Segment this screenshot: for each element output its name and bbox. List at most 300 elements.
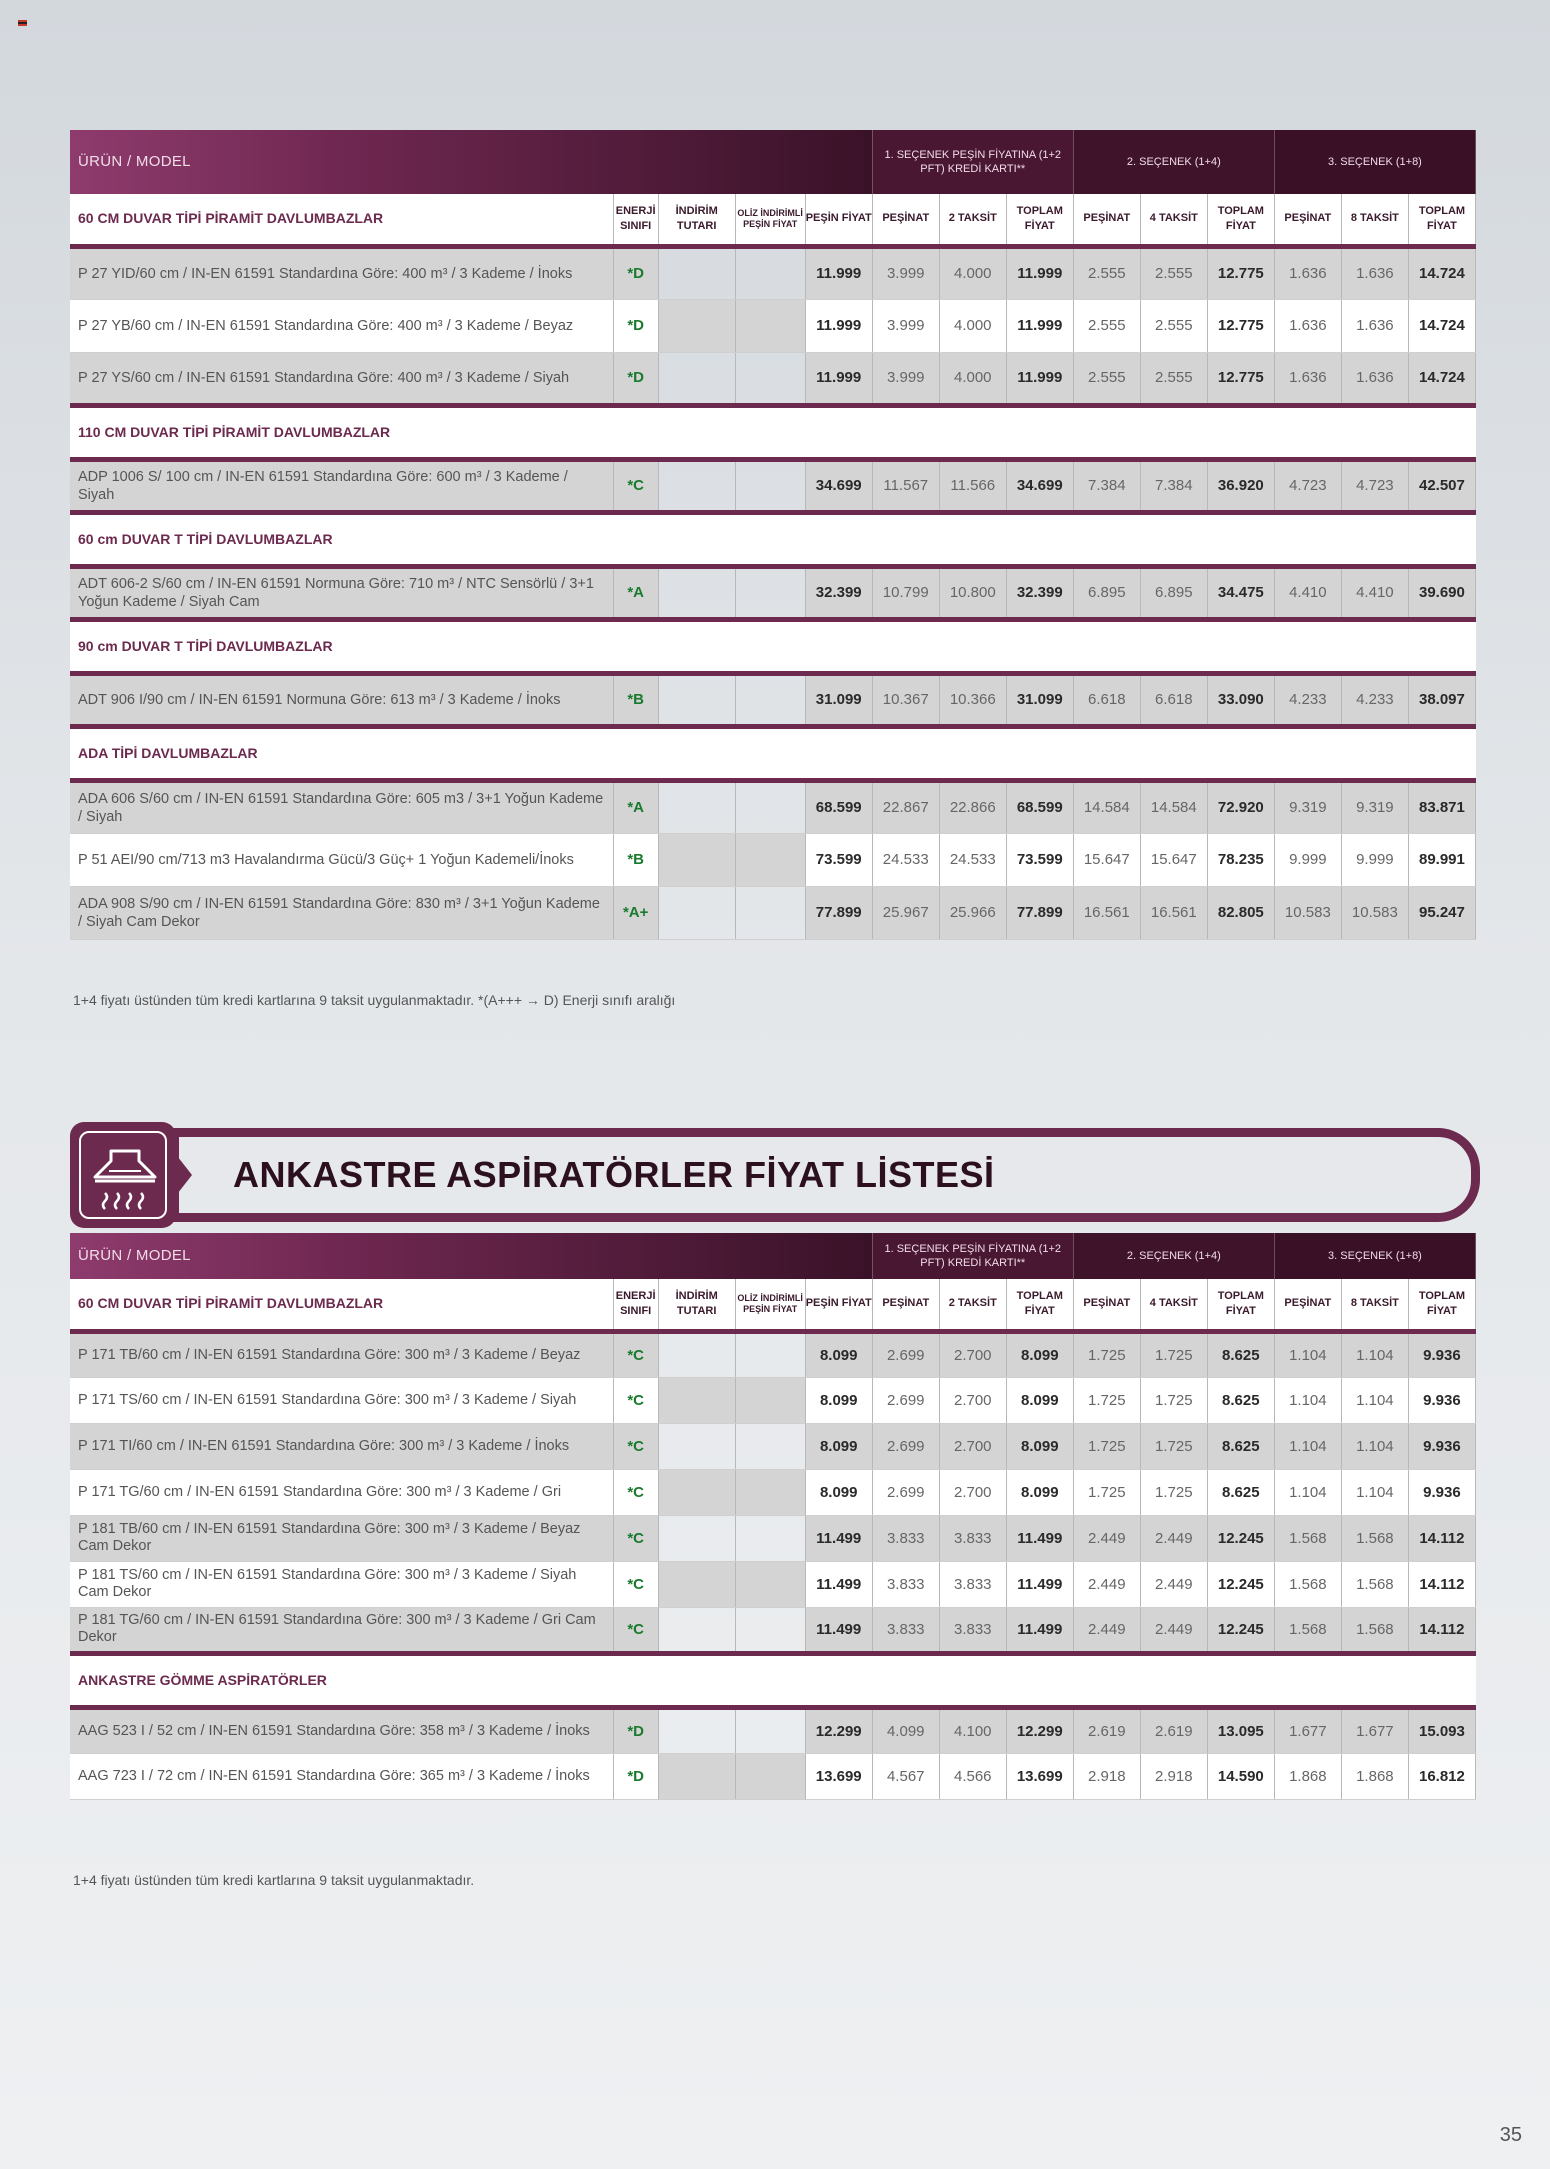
- table-row: [70, 1561, 1476, 1607]
- price-cell: 33.090: [1207, 673, 1274, 726]
- price-cell: 11.567: [872, 459, 939, 512]
- price-cell: 11.999: [805, 352, 872, 405]
- category-title: ANKASTRE GÖMME ASPİRATÖRLER: [70, 1653, 1476, 1707]
- table-row: [70, 833, 1476, 886]
- price-cell: 6.895: [1073, 566, 1140, 619]
- price-cell: 12.775: [1207, 246, 1274, 299]
- price-cell: 39.690: [1408, 566, 1475, 619]
- product-model-header: ÜRÜN / MODEL: [70, 1233, 872, 1279]
- price-cell: 16.561: [1073, 886, 1140, 939]
- price-cell: 2.555: [1140, 299, 1207, 352]
- product-name: P 51 AEI/90 cm/713 m3 Havalandırma Gücü/3 Güç+ 1 Yoğun Kademeli/İnoks: [70, 833, 613, 886]
- price-cell: 2.449: [1073, 1515, 1140, 1561]
- discount-cell: [658, 352, 735, 405]
- col-discount: İNDİRİM TUTARI: [658, 1279, 735, 1331]
- discount-cell: [658, 1469, 735, 1515]
- price-cell: 9.936: [1408, 1423, 1475, 1469]
- price-cell: 73.599: [805, 833, 872, 886]
- price-cell: 1.677: [1341, 1707, 1408, 1753]
- category-row: [70, 726, 1476, 780]
- price-cell: 1.104: [1274, 1469, 1341, 1515]
- price-cell: 1.725: [1140, 1469, 1207, 1515]
- price-cell: 4.000: [939, 352, 1006, 405]
- price-cell: 3.833: [939, 1607, 1006, 1653]
- price-cell: 1.636: [1274, 352, 1341, 405]
- option1-header: 1. SEÇENEK PEŞİN FİYATINA (1+2 PFT) KREDİ KARTI**: [872, 1233, 1073, 1279]
- price-cell: 14.112: [1408, 1561, 1475, 1607]
- product-name: P 27 YB/60 cm / IN-EN 61591 Standardına Göre: 400 m³ / 3 Kademe / Beyaz: [70, 299, 613, 352]
- price-cell: 12.299: [1006, 1707, 1073, 1753]
- oliz-price-cell: [735, 1515, 805, 1561]
- price-cell: 11.999: [1006, 299, 1073, 352]
- energy-class: *A+: [613, 886, 658, 939]
- price-cell: 1.725: [1140, 1331, 1207, 1377]
- price-cell: 1.868: [1274, 1753, 1341, 1799]
- option3-header: 3. SEÇENEK (1+8): [1274, 130, 1475, 194]
- table-row: [70, 1331, 1476, 1377]
- price-cell: 1.568: [1274, 1515, 1341, 1561]
- option1-header: 1. SEÇENEK PEŞİN FİYATINA (1+2 PFT) KREDİ KARTI**: [872, 130, 1073, 194]
- product-name: P 181 TG/60 cm / IN-EN 61591 Standardına Göre: 300 m³ / 3 Kademe / Gri Cam Dekor: [70, 1607, 613, 1653]
- footnote: 1+4 fiyatı üstünden tüm kredi kartlarına 9 taksit uygulanmaktadır. *(A+++ → D) Enerji sınıfı aralığı: [73, 992, 676, 1008]
- price-cell: 2.700: [939, 1331, 1006, 1377]
- col-2-installments: 2 TAKSİT: [939, 1279, 1006, 1331]
- footnote: 1+4 fiyatı üstünden tüm kredi kartlarına 9 taksit uygulanmaktadır.: [73, 1872, 475, 1888]
- col-total: TOPLAM FİYAT: [1408, 1279, 1475, 1331]
- price-cell: 1.104: [1274, 1377, 1341, 1423]
- category-row: [70, 1653, 1476, 1707]
- price-cell: 15.647: [1140, 833, 1207, 886]
- energy-class: *C: [613, 1469, 658, 1515]
- price-cell: 8.625: [1207, 1331, 1274, 1377]
- discount-cell: [658, 246, 735, 299]
- oliz-price-cell: [735, 352, 805, 405]
- price-cell: 2.699: [872, 1469, 939, 1515]
- product-name: P 171 TB/60 cm / IN-EN 61591 Standardına Göre: 300 m³ / 3 Kademe / Beyaz: [70, 1331, 613, 1377]
- price-cell: 4.723: [1274, 459, 1341, 512]
- col-total: TOPLAM FİYAT: [1408, 194, 1475, 246]
- discount-cell: [658, 299, 735, 352]
- price-cell: 14.724: [1408, 352, 1475, 405]
- price-cell: 1.725: [1073, 1331, 1140, 1377]
- price-cell: 36.920: [1207, 459, 1274, 512]
- table-row: [70, 780, 1476, 833]
- product-name: P 181 TS/60 cm / IN-EN 61591 Standardına Göre: 300 m³ / 3 Kademe / Siyah Cam Dekor: [70, 1561, 613, 1607]
- energy-class: *D: [613, 1753, 658, 1799]
- price-cell: 34.699: [805, 459, 872, 512]
- energy-class: *C: [613, 1377, 658, 1423]
- product-name: AAG 523 I / 52 cm / IN-EN 61591 Standardına Göre: 358 m³ / 3 Kademe / İnoks: [70, 1707, 613, 1753]
- price-cell: 1.568: [1341, 1561, 1408, 1607]
- energy-class: *A: [613, 566, 658, 619]
- oliz-price-cell: [735, 1753, 805, 1799]
- oliz-price-cell: [735, 1423, 805, 1469]
- col-cash-price: PEŞİN FİYAT: [805, 194, 872, 246]
- price-cell: 78.235: [1207, 833, 1274, 886]
- price-cell: 95.247: [1408, 886, 1475, 939]
- col-total: TOPLAM FİYAT: [1006, 194, 1073, 246]
- price-cell: 2.700: [939, 1469, 1006, 1515]
- energy-class: *D: [613, 352, 658, 405]
- price-cell: 1.104: [1274, 1331, 1341, 1377]
- table-row: [70, 566, 1476, 619]
- energy-class: *C: [613, 1423, 658, 1469]
- price-cell: 82.805: [1207, 886, 1274, 939]
- price-cell: 4.723: [1341, 459, 1408, 512]
- table-row: [70, 886, 1476, 939]
- price-cell: 14.584: [1140, 780, 1207, 833]
- product-name: ADT 606-2 S/60 cm / IN-EN 61591 Normuna Göre: 710 m³ / NTC Sensörlü / 3+1 Yoğun Kademe / Siyah Cam: [70, 566, 613, 619]
- price-cell: 14.584: [1073, 780, 1140, 833]
- col-oliz: OLİZ İNDİRİMLİ PEŞİN FİYAT: [735, 194, 805, 246]
- price-cell: 15.093: [1408, 1707, 1475, 1753]
- price-cell: 10.583: [1341, 886, 1408, 939]
- price-cell: 3.999: [872, 299, 939, 352]
- price-cell: 1.725: [1140, 1377, 1207, 1423]
- product-name: P 171 TS/60 cm / IN-EN 61591 Standardına Göre: 300 m³ / 3 Kademe / Siyah: [70, 1377, 613, 1423]
- col-oliz: OLİZ İNDİRİMLİ PEŞİN FİYAT: [735, 1279, 805, 1331]
- price-cell: 2.555: [1140, 246, 1207, 299]
- price-cell: 13.699: [805, 1753, 872, 1799]
- discount-cell: [658, 1607, 735, 1653]
- price-cell: 4.100: [939, 1707, 1006, 1753]
- table-row: [70, 1515, 1476, 1561]
- price-cell: 8.099: [1006, 1377, 1073, 1423]
- price-cell: 13.095: [1207, 1707, 1274, 1753]
- price-cell: 34.699: [1006, 459, 1073, 512]
- table-row: [70, 1377, 1476, 1423]
- col-down-payment: PEŞİNAT: [1274, 1279, 1341, 1331]
- flag-icon: [18, 20, 27, 26]
- price-cell: 2.555: [1073, 246, 1140, 299]
- price-cell: 8.099: [1006, 1423, 1073, 1469]
- price-cell: 9.936: [1408, 1469, 1475, 1515]
- price-cell: 2.619: [1073, 1707, 1140, 1753]
- price-cell: 2.700: [939, 1377, 1006, 1423]
- price-cell: 3.833: [872, 1607, 939, 1653]
- price-cell: 12.299: [805, 1707, 872, 1753]
- price-cell: 7.384: [1073, 459, 1140, 512]
- price-cell: 32.399: [805, 566, 872, 619]
- price-cell: 4.233: [1274, 673, 1341, 726]
- price-cell: 1.104: [1341, 1331, 1408, 1377]
- price-cell: 8.625: [1207, 1377, 1274, 1423]
- discount-cell: [658, 833, 735, 886]
- price-cell: 1.568: [1274, 1607, 1341, 1653]
- product-name: ADA 606 S/60 cm / IN-EN 61591 Standardına Göre: 605 m3 / 3+1 Yoğun Kademe / Siyah: [70, 780, 613, 833]
- table-row: [70, 299, 1476, 352]
- oliz-price-cell: [735, 1707, 805, 1753]
- price-cell: 10.800: [939, 566, 1006, 619]
- price-cell: 11.499: [1006, 1607, 1073, 1653]
- price-cell: 73.599: [1006, 833, 1073, 886]
- price-cell: 77.899: [1006, 886, 1073, 939]
- oliz-price-cell: [735, 1331, 805, 1377]
- price-cell: 3.833: [872, 1515, 939, 1561]
- price-cell: 42.507: [1408, 459, 1475, 512]
- energy-class: *D: [613, 1707, 658, 1753]
- price-cell: 15.647: [1073, 833, 1140, 886]
- price-cell: 34.475: [1207, 566, 1274, 619]
- price-cell: 10.367: [872, 673, 939, 726]
- discount-cell: [658, 886, 735, 939]
- product-name: ADA 908 S/90 cm / IN-EN 61591 Standardına Göre: 830 m³ / 3+1 Yoğun Kademe / Siyah Cam Dekor: [70, 886, 613, 939]
- oliz-price-cell: [735, 299, 805, 352]
- price-cell: 25.967: [872, 886, 939, 939]
- table-row: [70, 352, 1476, 405]
- price-cell: 13.699: [1006, 1753, 1073, 1799]
- range-hood-icon: [70, 1122, 176, 1228]
- category-row: [70, 512, 1476, 566]
- price-cell: 3.833: [872, 1561, 939, 1607]
- energy-class: *C: [613, 1515, 658, 1561]
- section-banner: [70, 1122, 1482, 1228]
- price-cell: 68.599: [805, 780, 872, 833]
- table-row: [70, 1423, 1476, 1469]
- price-cell: 2.918: [1140, 1753, 1207, 1799]
- oliz-price-cell: [735, 1377, 805, 1423]
- price-cell: 4.410: [1341, 566, 1408, 619]
- product-name: ADP 1006 S/ 100 cm / IN-EN 61591 Standardına Göre: 600 m³ / 3 Kademe / Siyah: [70, 459, 613, 512]
- discount-cell: [658, 673, 735, 726]
- col-total: TOPLAM FİYAT: [1006, 1279, 1073, 1331]
- price-cell: 31.099: [805, 673, 872, 726]
- price-cell: 2.449: [1140, 1515, 1207, 1561]
- energy-class: *A: [613, 780, 658, 833]
- price-cell: 32.399: [1006, 566, 1073, 619]
- category-title: 90 cm DUVAR T TİPİ DAVLUMBAZLAR: [70, 619, 1476, 673]
- price-cell: 2.555: [1073, 299, 1140, 352]
- price-cell: 8.625: [1207, 1423, 1274, 1469]
- table-row: [70, 246, 1476, 299]
- price-cell: 8.625: [1207, 1469, 1274, 1515]
- price-cell: 9.999: [1274, 833, 1341, 886]
- price-cell: 16.561: [1140, 886, 1207, 939]
- price-cell: 4.000: [939, 246, 1006, 299]
- price-cell: 6.618: [1073, 673, 1140, 726]
- price-cell: 14.112: [1408, 1515, 1475, 1561]
- price-cell: 1.568: [1274, 1561, 1341, 1607]
- energy-class: *C: [613, 1607, 658, 1653]
- price-cell: 11.499: [1006, 1515, 1073, 1561]
- product-name: P 27 YS/60 cm / IN-EN 61591 Standardına Göre: 400 m³ / 3 Kademe / Siyah: [70, 352, 613, 405]
- category-title: 110 CM DUVAR TİPİ PİRAMİT DAVLUMBAZLAR: [70, 405, 1476, 459]
- col-cash-price: PEŞİN FİYAT: [805, 1279, 872, 1331]
- price-cell: 2.449: [1073, 1607, 1140, 1653]
- col-8-installments: 8 TAKSİT: [1341, 1279, 1408, 1331]
- product-name: P 171 TI/60 cm / IN-EN 61591 Standardına Göre: 300 m³ / 3 Kademe / İnoks: [70, 1423, 613, 1469]
- option3-header: 3. SEÇENEK (1+8): [1274, 1233, 1475, 1279]
- price-cell: 2.699: [872, 1423, 939, 1469]
- price-cell: 31.099: [1006, 673, 1073, 726]
- price-cell: 11.566: [939, 459, 1006, 512]
- discount-cell: [658, 780, 735, 833]
- price-cell: 2.699: [872, 1377, 939, 1423]
- price-cell: 1.568: [1341, 1515, 1408, 1561]
- price-cell: 1.725: [1073, 1469, 1140, 1515]
- price-cell: 1.568: [1341, 1607, 1408, 1653]
- price-cell: 9.936: [1408, 1377, 1475, 1423]
- oliz-price-cell: [735, 1607, 805, 1653]
- price-cell: 68.599: [1006, 780, 1073, 833]
- col-2-installments: 2 TAKSİT: [939, 194, 1006, 246]
- price-cell: 2.555: [1140, 352, 1207, 405]
- price-cell: 4.233: [1341, 673, 1408, 726]
- discount-cell: [658, 1515, 735, 1561]
- price-cell: 11.499: [805, 1515, 872, 1561]
- price-cell: 11.999: [805, 299, 872, 352]
- oliz-price-cell: [735, 886, 805, 939]
- price-cell: 3.833: [939, 1561, 1006, 1607]
- table-row: [70, 459, 1476, 512]
- price-cell: 1.636: [1341, 246, 1408, 299]
- price-cell: 25.966: [939, 886, 1006, 939]
- price-cell: 14.724: [1408, 299, 1475, 352]
- price-cell: 1.636: [1341, 299, 1408, 352]
- col-energy: ENERJİ SINIFI: [613, 194, 658, 246]
- discount-cell: [658, 1377, 735, 1423]
- price-cell: 12.245: [1207, 1607, 1274, 1653]
- price-cell: 10.583: [1274, 886, 1341, 939]
- col-total: TOPLAM FİYAT: [1207, 194, 1274, 246]
- price-cell: 12.775: [1207, 299, 1274, 352]
- price-cell: 1.636: [1341, 352, 1408, 405]
- price-cell: 4.099: [872, 1707, 939, 1753]
- category-header: 60 CM DUVAR TİPİ PİRAMİT DAVLUMBAZLAR: [70, 194, 613, 246]
- category-row: [70, 405, 1476, 459]
- price-cell: 8.099: [1006, 1331, 1073, 1377]
- oliz-price-cell: [735, 246, 805, 299]
- price-cell: 4.566: [939, 1753, 1006, 1799]
- col-down-payment: PEŞİNAT: [1274, 194, 1341, 246]
- col-total: TOPLAM FİYAT: [1207, 1279, 1274, 1331]
- oliz-price-cell: [735, 1561, 805, 1607]
- price-cell: 77.899: [805, 886, 872, 939]
- col-4-installments: 4 TAKSİT: [1140, 1279, 1207, 1331]
- price-cell: 22.867: [872, 780, 939, 833]
- energy-class: *B: [613, 833, 658, 886]
- category-header: 60 CM DUVAR TİPİ PİRAMİT DAVLUMBAZLAR: [70, 1279, 613, 1331]
- price-cell: 4.410: [1274, 566, 1341, 619]
- price-cell: 1.104: [1341, 1423, 1408, 1469]
- price-cell: 11.499: [805, 1607, 872, 1653]
- price-cell: 4.000: [939, 299, 1006, 352]
- price-cell: 3.833: [939, 1515, 1006, 1561]
- price-cell: 9.936: [1408, 1331, 1475, 1377]
- price-cell: 2.555: [1073, 352, 1140, 405]
- oliz-price-cell: [735, 780, 805, 833]
- table-row: [70, 1607, 1476, 1653]
- price-cell: 8.099: [805, 1423, 872, 1469]
- col-down-payment: PEŞİNAT: [872, 1279, 939, 1331]
- price-cell: 14.724: [1408, 246, 1475, 299]
- price-cell: 8.099: [805, 1377, 872, 1423]
- energy-class: *C: [613, 459, 658, 512]
- oliz-price-cell: [735, 566, 805, 619]
- page-number: 35: [1499, 2124, 1522, 2146]
- product-name: P 171 TG/60 cm / IN-EN 61591 Standardına Göre: 300 m³ / 3 Kademe / Gri: [70, 1469, 613, 1515]
- price-cell: 16.812: [1408, 1753, 1475, 1799]
- price-cell: 12.245: [1207, 1561, 1274, 1607]
- price-cell: 1.725: [1073, 1423, 1140, 1469]
- price-cell: 10.799: [872, 566, 939, 619]
- table-row: [70, 673, 1476, 726]
- table-row: [70, 1707, 1476, 1753]
- col-8-installments: 8 TAKSİT: [1341, 194, 1408, 246]
- product-name: ADT 906 I/90 cm / IN-EN 61591 Normuna Göre: 613 m³ / 3 Kademe / İnoks: [70, 673, 613, 726]
- discount-cell: [658, 1423, 735, 1469]
- price-cell: 1.677: [1274, 1707, 1341, 1753]
- price-table-ankastre: [70, 1233, 1476, 1800]
- energy-class: *D: [613, 299, 658, 352]
- option2-header: 2. SEÇENEK (1+4): [1073, 1233, 1274, 1279]
- price-cell: 1.725: [1073, 1377, 1140, 1423]
- product-name: P 27 YID/60 cm / IN-EN 61591 Standardına Göre: 400 m³ / 3 Kademe / İnoks: [70, 246, 613, 299]
- price-cell: 12.245: [1207, 1515, 1274, 1561]
- price-cell: 2.449: [1073, 1561, 1140, 1607]
- price-cell: 14.112: [1408, 1607, 1475, 1653]
- col-energy: ENERJİ SINIFI: [613, 1279, 658, 1331]
- price-cell: 1.636: [1274, 246, 1341, 299]
- col-discount: İNDİRİM TUTARI: [658, 194, 735, 246]
- discount-cell: [658, 566, 735, 619]
- price-cell: 83.871: [1408, 780, 1475, 833]
- energy-class: *B: [613, 673, 658, 726]
- price-cell: 1.104: [1274, 1423, 1341, 1469]
- price-cell: 3.999: [872, 246, 939, 299]
- price-cell: 14.590: [1207, 1753, 1274, 1799]
- product-name: P 181 TB/60 cm / IN-EN 61591 Standardına Göre: 300 m³ / 3 Kademe / Beyaz Cam Dekor: [70, 1515, 613, 1561]
- price-cell: 2.449: [1140, 1561, 1207, 1607]
- oliz-price-cell: [735, 459, 805, 512]
- price-cell: 9.319: [1274, 780, 1341, 833]
- price-cell: 22.866: [939, 780, 1006, 833]
- energy-class: *C: [613, 1561, 658, 1607]
- table-row: [70, 1469, 1476, 1515]
- price-cell: 8.099: [805, 1331, 872, 1377]
- category-row: [70, 619, 1476, 673]
- oliz-price-cell: [735, 673, 805, 726]
- price-cell: 1.725: [1140, 1423, 1207, 1469]
- oliz-price-cell: [735, 1469, 805, 1515]
- col-down-payment: PEŞİNAT: [1073, 194, 1140, 246]
- discount-cell: [658, 1707, 735, 1753]
- price-cell: 8.099: [805, 1469, 872, 1515]
- section-title: ANKASTRE ASPİRATÖRLER FİYAT LİSTESİ: [233, 1154, 995, 1195]
- price-cell: 7.384: [1140, 459, 1207, 512]
- table-row: [70, 1753, 1476, 1799]
- category-title: 60 cm DUVAR T TİPİ DAVLUMBAZLAR: [70, 512, 1476, 566]
- discount-cell: [658, 459, 735, 512]
- price-cell: 11.499: [805, 1561, 872, 1607]
- price-cell: 11.999: [805, 246, 872, 299]
- price-cell: 11.499: [1006, 1561, 1073, 1607]
- discount-cell: [658, 1331, 735, 1377]
- price-cell: 38.097: [1408, 673, 1475, 726]
- product-model-header: ÜRÜN / MODEL: [70, 130, 872, 194]
- price-cell: 4.567: [872, 1753, 939, 1799]
- price-table-davlumbaz: [70, 130, 1476, 940]
- price-cell: 9.999: [1341, 833, 1408, 886]
- price-cell: 11.999: [1006, 352, 1073, 405]
- price-cell: 3.999: [872, 352, 939, 405]
- oliz-price-cell: [735, 833, 805, 886]
- price-cell: 89.991: [1408, 833, 1475, 886]
- price-cell: 24.533: [939, 833, 1006, 886]
- price-cell: 6.895: [1140, 566, 1207, 619]
- price-cell: 1.104: [1341, 1377, 1408, 1423]
- price-cell: 2.449: [1140, 1607, 1207, 1653]
